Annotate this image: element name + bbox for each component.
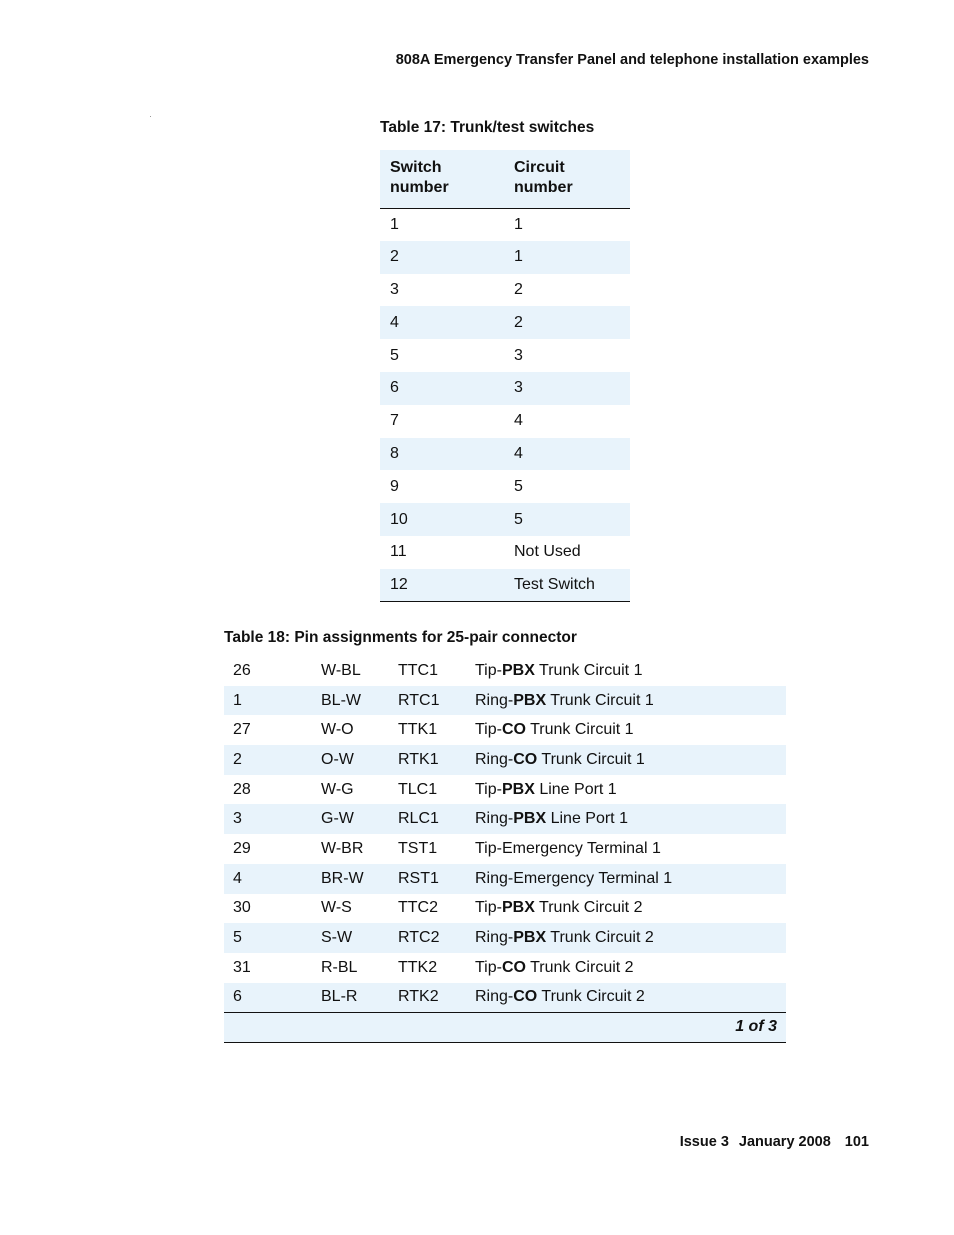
switch-number-cell: 4 <box>380 306 504 339</box>
switch-number-cell: 8 <box>380 438 504 471</box>
table-row <box>380 438 630 471</box>
description-emphasis: PBX <box>501 661 535 679</box>
description-prefix: Tip- <box>475 899 502 917</box>
description-emphasis: PBX <box>513 810 547 828</box>
switch-number-cell: 9 <box>390 477 399 495</box>
switch-number-cell: 6 <box>380 372 504 405</box>
table17-header-switch-number: Switch number <box>380 150 504 208</box>
description-prefix: Ring- <box>475 988 514 1006</box>
wire-color-cell: BR-W <box>312 864 389 894</box>
description-emphasis: PBX <box>501 899 535 917</box>
description-prefix: Ring- <box>475 750 514 768</box>
description-prefix: Tip- <box>475 661 502 679</box>
table-row <box>224 923 786 953</box>
description-cell <box>466 983 786 1013</box>
table-row <box>380 503 630 536</box>
wire-color-cell: BL-W <box>312 686 389 716</box>
wire-color-cell: W-O <box>321 721 354 739</box>
lead-designation-cell: RST1 <box>389 864 466 894</box>
table-row <box>380 339 630 372</box>
lead-designation-cell: RTC2 <box>389 923 466 953</box>
description-prefix: Ring-Emergency Terminal 1 <box>475 869 673 887</box>
table-row <box>380 405 630 438</box>
table-row <box>224 775 786 805</box>
description-cell <box>466 715 786 745</box>
table17-header-circuit-number: Circuit number <box>504 150 630 208</box>
switch-number-cell: 10 <box>380 503 504 536</box>
description-suffix: Trunk Circuit 2 <box>546 929 654 947</box>
description-suffix: Trunk Circuit 1 <box>534 661 643 679</box>
pin-number-cell: 28 <box>233 780 251 798</box>
description-cell <box>466 923 786 953</box>
table-row <box>224 864 786 894</box>
description-suffix: Line Port 1 <box>546 810 628 828</box>
circuit-number-cell: Not Used <box>514 543 581 561</box>
lead-designation-cell: TTK1 <box>398 721 438 739</box>
description-prefix: Ring- <box>475 691 514 709</box>
description-suffix: Trunk Circuit 2 <box>525 958 634 976</box>
table17-caption: Table 17: Trunk/test switches <box>380 119 595 136</box>
footer-issue: Issue 3 <box>679 1134 729 1150</box>
switch-number-cell: 1 <box>390 215 399 233</box>
table-row <box>224 686 786 716</box>
circuit-number-cell: 2 <box>514 280 523 298</box>
circuit-number-cell: 2 <box>504 306 630 339</box>
wire-color-cell: R-BL <box>321 958 358 976</box>
lead-designation-cell: TLC1 <box>398 780 438 798</box>
pin-number-cell: 2 <box>224 745 312 775</box>
page-number: 101 <box>844 1134 869 1150</box>
pin-number-cell: 27 <box>233 721 251 739</box>
wire-color-cell: BL-R <box>312 983 389 1013</box>
description-cell <box>466 745 786 775</box>
table18-body <box>224 656 786 1012</box>
circuit-number-cell: 4 <box>514 412 523 430</box>
table18-pin-assignments <box>224 656 786 1043</box>
stray-mark <box>150 116 151 117</box>
description-prefix: Tip- <box>475 958 502 976</box>
circuit-number-cell: 5 <box>514 477 523 495</box>
pin-number-cell: 1 <box>224 686 312 716</box>
description-suffix: Trunk Circuit 1 <box>525 721 634 739</box>
table-row <box>224 804 786 834</box>
table-row <box>380 372 630 405</box>
description-cell <box>466 804 786 834</box>
description-emphasis: PBX <box>513 929 547 947</box>
description-emphasis: PBX <box>513 691 547 709</box>
table-row <box>224 953 786 983</box>
description-suffix: Line Port 1 <box>534 780 617 798</box>
description-cell <box>466 894 786 924</box>
pin-number-cell: 6 <box>224 983 312 1013</box>
description-prefix: Ring- <box>475 810 514 828</box>
description-cell <box>466 834 786 864</box>
pin-number-cell: 31 <box>233 958 251 976</box>
table-row <box>224 715 786 745</box>
lead-designation-cell: TTK2 <box>398 958 438 976</box>
switch-number-cell: 12 <box>380 569 504 602</box>
table-row <box>224 745 786 775</box>
pin-number-cell: 30 <box>233 899 251 917</box>
running-header: 808A Emergency Transfer Panel and telephone installation examples <box>395 52 869 68</box>
switch-number-cell: 7 <box>390 412 399 430</box>
description-cell <box>466 686 786 716</box>
description-emphasis: CO <box>501 721 526 739</box>
pin-number-cell: 29 <box>233 839 251 857</box>
switch-number-cell: 2 <box>380 241 504 274</box>
description-prefix: Ring- <box>475 929 514 947</box>
table18-caption: Table 18: Pin assignments for 25-pair connector <box>224 629 577 646</box>
wire-color-cell: S-W <box>312 923 389 953</box>
table-row <box>380 241 630 274</box>
wire-color-cell: W-BR <box>321 839 364 857</box>
table-row <box>380 536 630 569</box>
description-suffix: Trunk Circuit 1 <box>537 750 645 768</box>
lead-designation-cell: TTC1 <box>398 661 438 679</box>
description-cell <box>466 953 786 983</box>
table17-header-row <box>380 150 630 208</box>
switch-number-cell: 11 <box>390 543 407 561</box>
description-emphasis: PBX <box>501 780 535 798</box>
description-emphasis: CO <box>501 958 526 976</box>
table-row <box>380 208 630 241</box>
pin-number-cell: 26 <box>233 661 251 679</box>
description-prefix: Tip- <box>475 721 502 739</box>
table18-page-indicator: 1 of 3 <box>224 1012 786 1042</box>
circuit-number-cell: Test Switch <box>504 569 630 602</box>
description-suffix: Trunk Circuit 2 <box>534 899 643 917</box>
table-row <box>224 656 786 686</box>
description-cell <box>466 864 786 894</box>
wire-color-cell: G-W <box>312 804 389 834</box>
table17-body <box>380 208 630 602</box>
description-emphasis: CO <box>513 750 538 768</box>
lead-designation-cell: RTC1 <box>389 686 466 716</box>
lead-designation-cell: RLC1 <box>389 804 466 834</box>
description-cell <box>466 656 786 686</box>
footer-date: January 2008 <box>738 1134 831 1150</box>
wire-color-cell: W-BL <box>321 661 361 679</box>
table-row <box>380 569 630 602</box>
wire-color-cell: W-S <box>321 899 352 917</box>
circuit-number-cell: 3 <box>514 346 523 364</box>
switch-number-cell: 3 <box>390 280 399 298</box>
table-row <box>380 470 630 503</box>
circuit-number-cell: 3 <box>504 372 630 405</box>
table-row <box>380 274 630 307</box>
wire-color-cell: W-G <box>321 780 354 798</box>
table17-trunk-test-switches <box>380 150 630 602</box>
lead-designation-cell: TST1 <box>398 839 438 857</box>
description-prefix: Tip-Emergency Terminal 1 <box>475 839 661 857</box>
table-row <box>224 983 786 1013</box>
pin-number-cell: 4 <box>224 864 312 894</box>
lead-designation-cell: TTC2 <box>398 899 438 917</box>
circuit-number-cell: 5 <box>504 503 630 536</box>
description-suffix: Trunk Circuit 1 <box>546 691 654 709</box>
table18-footer-row <box>224 1012 786 1042</box>
table-row <box>224 894 786 924</box>
wire-color-cell: O-W <box>312 745 389 775</box>
table-row <box>380 306 630 339</box>
table-row <box>224 834 786 864</box>
pin-number-cell: 5 <box>224 923 312 953</box>
description-emphasis: CO <box>513 988 538 1006</box>
description-suffix: Trunk Circuit 2 <box>537 988 645 1006</box>
circuit-number-cell: 4 <box>504 438 630 471</box>
switch-number-cell: 5 <box>390 346 399 364</box>
lead-designation-cell: RTK2 <box>389 983 466 1013</box>
pin-number-cell: 3 <box>224 804 312 834</box>
circuit-number-cell: 1 <box>504 241 630 274</box>
lead-designation-cell: RTK1 <box>389 745 466 775</box>
description-prefix: Tip- <box>475 780 502 798</box>
circuit-number-cell: 1 <box>514 215 523 233</box>
page-footer <box>680 1134 869 1150</box>
description-cell <box>466 775 786 805</box>
